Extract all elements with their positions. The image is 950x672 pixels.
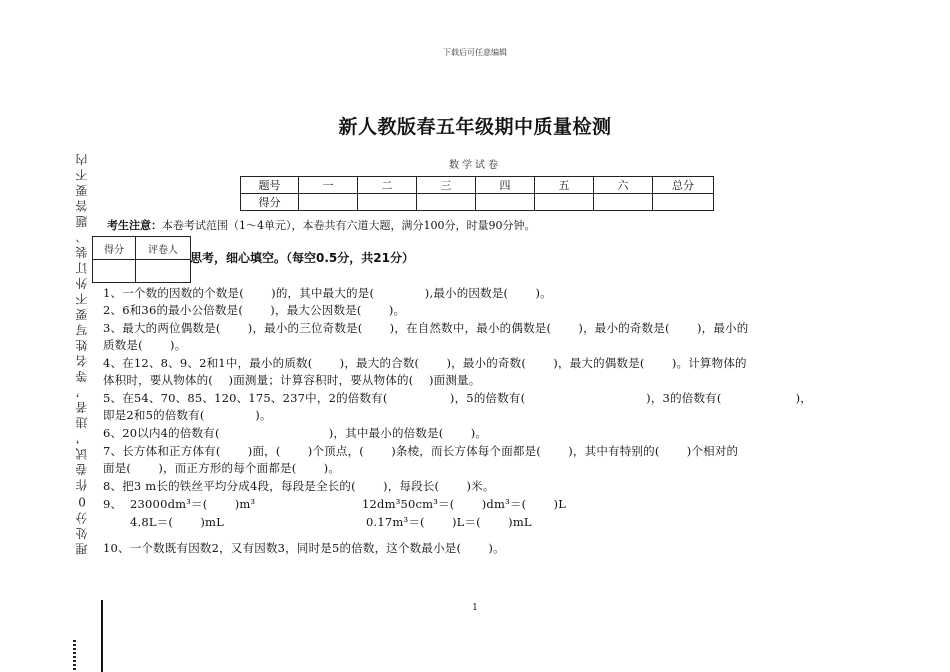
question-line: 质数是( )。 — [103, 338, 187, 352]
score-table-header-row — [241, 177, 714, 194]
q9-part-a: 23000dm³＝( )m³ — [130, 497, 256, 511]
binding-margin-text: 理处分0作卷试，违者，等名姓写要不外订装、题答要不内 — [75, 150, 89, 555]
q9-part-c: 4.8L＝( )mL — [130, 515, 224, 529]
score-cell-q2: 二 — [358, 177, 417, 194]
grader-box — [92, 236, 191, 283]
q9-num: 9、 — [103, 497, 123, 511]
grader-score-input[interactable] — [93, 260, 136, 283]
question-line: 2、6和36的最小公倍数是( )，最大公因数是( )。 — [103, 303, 406, 317]
score-cell-label: 题号 — [241, 177, 299, 194]
header-note: 下载后可任意编辑 — [443, 48, 507, 57]
question-line: 5、在54、70、85、120、175、237中，2的倍数有( )，5的倍数有( )，3的倍数有( )， — [103, 391, 812, 405]
score-input-q5[interactable] — [535, 194, 594, 211]
score-cell-total: 总分 — [653, 177, 714, 194]
grader-score-label: 得分 — [93, 237, 136, 260]
question-line: 8、把3 m长的铁丝平均分成4段，每段是全长的( )，每段长( )米。 — [103, 479, 495, 493]
notice-text: 本卷考试范围（1～4单元），本卷共有六道大题，满分100分，时量90分钟。 — [162, 219, 536, 232]
score-row-label: 得分 — [241, 194, 299, 211]
page-title: 新人教版春五年级期中质量检测 — [338, 116, 612, 138]
binding-dotted-line — [73, 640, 76, 672]
question-line: 面是( )，而正方形的每个面都是( )。 — [103, 461, 341, 475]
score-input-q6[interactable] — [594, 194, 653, 211]
notice-label: 考生注意： — [107, 219, 162, 232]
score-cell-q5: 五 — [535, 177, 594, 194]
score-input-total[interactable] — [653, 194, 714, 211]
grader-name-label: 评卷人 — [136, 237, 191, 260]
score-input-q3[interactable] — [417, 194, 476, 211]
question-line: 6、20以内4的倍数有( )，其中最小的倍数是( )。 — [103, 426, 488, 440]
question-line: 体积时，要从物体的( )面测量；计算容积时，要从物体的( )面测量。 — [103, 373, 481, 387]
question-line: 7、长方体和正方体有( )面，( )个顶点，( )条棱，而长方体每个面都是( )，其中有特别的( )个相对的 — [103, 444, 739, 458]
page-subtitle: 数学试卷 — [449, 160, 501, 171]
score-table — [240, 176, 714, 211]
score-cell-q3: 三 — [417, 177, 476, 194]
exam-notice — [107, 217, 536, 233]
q9-part-d: 0.17m³＝( )L＝( )mL — [366, 515, 532, 529]
score-cell-q4: 四 — [476, 177, 535, 194]
score-input-q1[interactable] — [299, 194, 358, 211]
question-line: 即是2和5的倍数有( )。 — [103, 408, 272, 422]
question-line: 3、最大的两位偶数是( )，最小的三位奇数是( )，在自然数中，最小的偶数是( )，最小的奇数是( )，最小的 — [103, 321, 749, 335]
page-number: 1 — [472, 603, 478, 613]
grader-name-input[interactable] — [136, 260, 191, 283]
score-input-q4[interactable] — [476, 194, 535, 211]
score-table-score-row — [241, 194, 714, 211]
q9-part-b: 12dm³50cm³＝( )dm³＝( )L — [362, 497, 567, 511]
score-input-q2[interactable] — [358, 194, 417, 211]
score-cell-q6: 六 — [594, 177, 653, 194]
section-heading: 思考，细心填空。（每空0.5分，共21分） — [190, 251, 414, 265]
question-line: 10、一个数既有因数2，又有因数3，同时是5的倍数，这个数最小是( )。 — [103, 541, 505, 555]
question-line: 4、在12、8、9、2和1中，最小的质数( )，最大的合数( )，最小的奇数( )，最大的偶数是( )。计算物体的 — [103, 356, 747, 370]
score-cell-q1: 一 — [299, 177, 358, 194]
question-line: 1、一个数的因数的个数是( )的，其中最大的是( ),最小的因数是( )。 — [103, 286, 552, 300]
